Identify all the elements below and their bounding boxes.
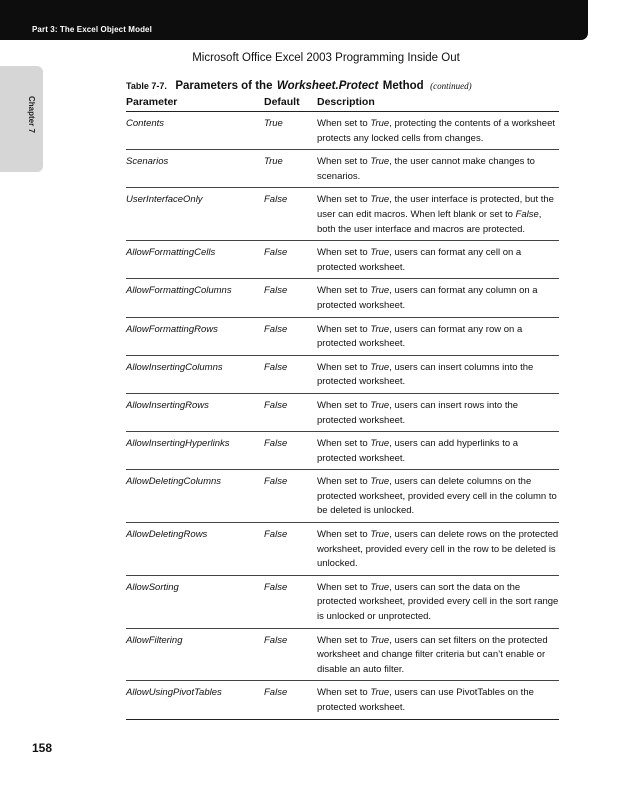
default-value: False xyxy=(264,681,317,719)
header-bar xyxy=(0,0,588,40)
default-value: False xyxy=(264,393,317,431)
book-title: Microsoft Office Excel 2003 Programming Inside Out xyxy=(192,52,460,64)
page-number: 158 xyxy=(32,741,53,755)
default-value: False xyxy=(264,241,317,279)
description-text: , users can insert rows into the protected worksheet. xyxy=(317,399,519,426)
description-text: When set to xyxy=(317,438,371,450)
description xyxy=(317,432,559,470)
description-text: , users can set filters on the protected worksheet and change filter criteria but can’t enable or disable an auto filter. xyxy=(317,634,548,675)
description-text: , the user cannot make changes to scenarios. xyxy=(317,156,535,182)
description xyxy=(317,393,559,431)
parameter-name: AllowFormattingColumns xyxy=(126,279,264,317)
description-text: , users can add hyperlinks to a protected worksheet. xyxy=(317,438,519,464)
parameter-name: AllowFormattingRows xyxy=(126,317,264,355)
description xyxy=(317,355,559,393)
description xyxy=(317,188,559,241)
description xyxy=(317,575,559,628)
table-title-method: Worksheet.Protect xyxy=(276,80,379,92)
description-emphasis: True xyxy=(370,476,390,488)
description-text: , users can sort the data on the protected worksheet, provided every cell in the sort range is unlocked or unprotected. xyxy=(317,581,559,623)
table-row xyxy=(126,432,559,470)
description-emphasis: True xyxy=(370,194,390,206)
description-emphasis: True xyxy=(370,156,390,168)
description-text: When set to xyxy=(317,118,371,129)
table-title-text: Parameters of the xyxy=(175,80,273,92)
table-continued: (continued) xyxy=(430,81,472,91)
description xyxy=(317,150,559,188)
description-text: When set to xyxy=(317,156,371,168)
default-value: False xyxy=(264,523,317,576)
description-text: When set to xyxy=(317,687,371,699)
default-value: True xyxy=(264,112,317,150)
description-text: When set to xyxy=(317,247,371,259)
table-row xyxy=(126,681,559,719)
description xyxy=(317,470,559,523)
description-text: , users can use PivotTables on the protected worksheet. xyxy=(317,687,534,713)
description-emphasis: True xyxy=(370,438,390,450)
description xyxy=(317,317,559,355)
chapter-tab xyxy=(0,66,43,172)
description-text: When set to xyxy=(317,634,371,646)
description-text: , both the user interface and macros are protected. xyxy=(317,208,542,235)
table-row xyxy=(126,393,559,431)
table-row xyxy=(126,575,559,628)
default-value: False xyxy=(264,575,317,628)
default-value: False xyxy=(264,432,317,470)
description-emphasis: True xyxy=(370,687,390,699)
description-text: , users can delete columns on the protected worksheet, provided every cell in the column to be deleted is unlocked. xyxy=(317,476,557,517)
description-text: , users can format any column on a protected worksheet. xyxy=(317,285,538,311)
description-text: When set to xyxy=(317,323,371,335)
parameter-name: AllowDeletingRows xyxy=(126,523,264,576)
description-emphasis: True xyxy=(370,581,390,593)
description-text: , users can insert columns into the protected worksheet. xyxy=(317,361,534,388)
description-text: , users can delete rows on the protected worksheet, provided every cell in the row to be deleted is unlocked. xyxy=(317,529,559,570)
table-caption xyxy=(126,76,472,94)
description-emphasis: True xyxy=(370,634,390,646)
description-text: When set to xyxy=(317,361,371,373)
default-value: False xyxy=(264,628,317,681)
description-emphasis: True xyxy=(370,285,390,297)
default-value: False xyxy=(264,470,317,523)
parameter-name: AllowSorting xyxy=(126,575,264,628)
parameters-table xyxy=(126,94,559,720)
header-parameter: Parameter xyxy=(126,94,264,112)
description-text: When set to xyxy=(317,581,371,593)
table-row xyxy=(126,241,559,279)
table-row xyxy=(126,317,559,355)
description xyxy=(317,681,559,719)
chapter-label: Chapter 7 xyxy=(27,96,36,133)
description-emphasis: True xyxy=(370,118,390,129)
parameter-name: AllowInsertingHyperlinks xyxy=(126,432,264,470)
description-text: , protecting the contents of a worksheet protects any locked cells from changes. xyxy=(317,118,556,144)
parameter-name: UserInterfaceOnly xyxy=(126,188,264,241)
parameter-name: AllowFormattingCells xyxy=(126,241,264,279)
parameter-name: AllowDeletingColumns xyxy=(126,470,264,523)
description-emphasis: True xyxy=(370,323,390,335)
description-emphasis: True xyxy=(370,361,390,373)
description-emphasis: True xyxy=(370,247,390,259)
parameter-name: AllowInsertingRows xyxy=(126,393,264,431)
table-header-row xyxy=(126,94,559,112)
description-text: When set to xyxy=(317,476,371,488)
default-value: False xyxy=(264,355,317,393)
description xyxy=(317,628,559,681)
default-value: True xyxy=(264,150,317,188)
table-row xyxy=(126,628,559,681)
table-body xyxy=(126,112,559,720)
header-default: Default xyxy=(264,94,317,112)
header-description: Description xyxy=(317,94,559,112)
description-text: , the user interface is protected, but the user can edit macros. When left blank or set to xyxy=(317,194,554,220)
table-title-suffix: Method xyxy=(382,80,424,92)
table-row xyxy=(126,470,559,523)
table-row xyxy=(126,150,559,188)
description-text: When set to xyxy=(317,399,371,411)
default-value: False xyxy=(264,279,317,317)
table-number: Table 7-7. xyxy=(126,81,167,91)
parameter-name: Contents xyxy=(126,112,264,150)
description-emphasis: True xyxy=(370,529,390,541)
table-row xyxy=(126,523,559,576)
description xyxy=(317,523,559,576)
description-text: When set to xyxy=(317,529,371,541)
part-label: Part 3: The Excel Object Model xyxy=(32,25,152,34)
table-row xyxy=(126,279,559,317)
table-row xyxy=(126,188,559,241)
table-row xyxy=(126,355,559,393)
table-row xyxy=(126,112,559,150)
description-emphasis: False xyxy=(515,208,539,220)
description-text: , users can format any cell on a protected worksheet. xyxy=(317,247,522,273)
description-text: When set to xyxy=(317,285,371,297)
parameter-name: Scenarios xyxy=(126,150,264,188)
description xyxy=(317,241,559,279)
default-value: False xyxy=(264,188,317,241)
default-value: False xyxy=(264,317,317,355)
description-text: When set to xyxy=(317,194,371,206)
parameter-name: AllowInsertingColumns xyxy=(126,355,264,393)
description-text: , users can format any row on a protected worksheet. xyxy=(317,323,523,350)
description-emphasis: True xyxy=(370,399,390,411)
parameter-name: AllowUsingPivotTables xyxy=(126,681,264,719)
parameter-name: AllowFiltering xyxy=(126,628,264,681)
description xyxy=(317,112,559,150)
description xyxy=(317,279,559,317)
